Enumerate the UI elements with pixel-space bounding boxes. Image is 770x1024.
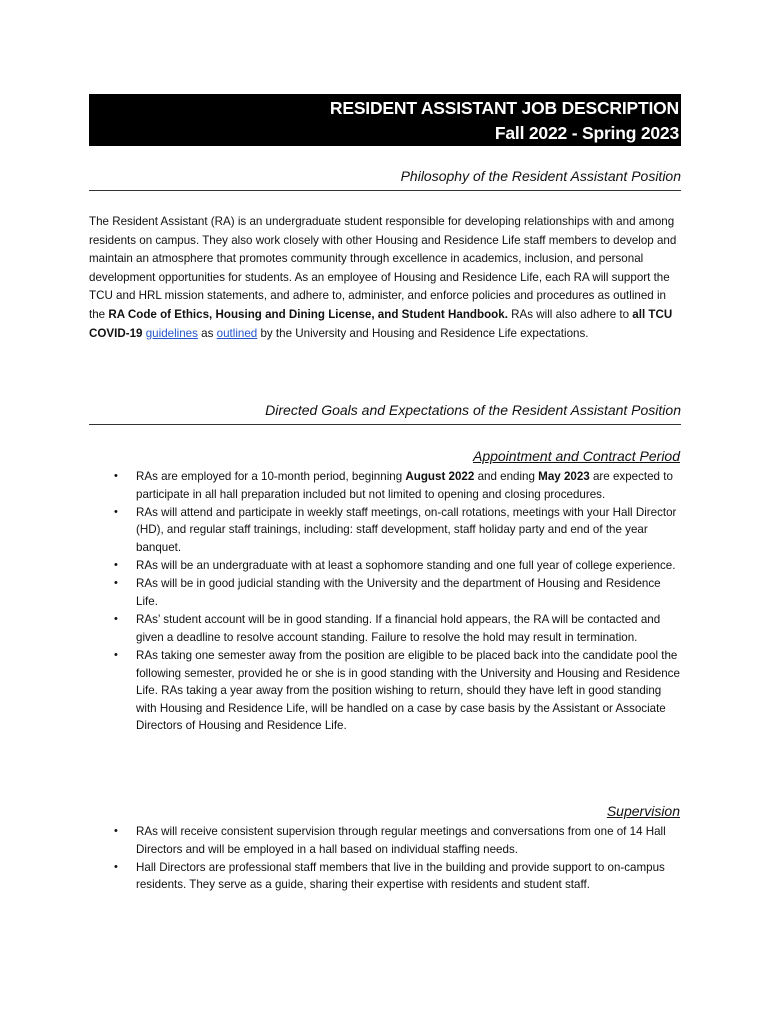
item-bold: August 2022 [405,470,475,483]
philosophy-text-4: as [197,326,217,340]
document-term: Fall 2022 - Spring 2023 [494,123,679,143]
philosophy-text-2: RAs will also adhere to [507,307,633,321]
philosophy-bold-1: RA Code of Ethics, Housing and Dining License, and Student Handbook. [108,307,508,321]
item-text: Hall Directors are professional staff members that live in the building and provide support to on-campus residents. They serve as a guide, sharing their expertise with residents and student staff. [136,860,665,892]
item-text: are expected to participate in all hall preparation included but not limited to opening and closing procedures. [136,470,673,501]
item-text: RAs will be an undergraduate with at least a sophomore standing and one full year of college experience. [136,559,676,573]
item-text: RAs will be in good judicial standing with the University and the department of Housing and Residence Life. [136,577,661,608]
bullet-icon: • [114,577,118,590]
bullet-icon: • [114,505,118,518]
outlined-link[interactable]: outlined [216,326,258,340]
item-text: RAs will receive consistent supervision through regular meetings and conversations from one of 14 Hall Directors and will be employed in a hall based on individual staffing needs. [136,825,666,856]
philosophy-text-1: The Resident Assistant (RA) is an undergraduate student responsible for developing relationships with and among residents on campus. They also work closely with other Housing and Residence Life staff members to develop and maintain an atmosphere that promotes community through excellence in academics, inclusion, and personal development opportunities for students. As an employee of Housing and Residence Life, each RA will support the TCU and HRL mission statements, and adhere to, administer, and enforce policies and procedures as outlined in the [89,215,677,321]
item-text: RAs will attend and participate in weekly staff meetings, on-call rotations, meetings with your Hall Director (HD), and regular staff trainings, including: staff development, staff holiday party and end of the year banquet. [136,505,677,554]
philosophy-heading-text: Philosophy of the Resident Assistant Position [400,168,681,184]
bullet-icon: • [114,648,118,661]
list-item [89,859,681,894]
guidelines-link[interactable]: guidelines [145,326,198,340]
philosophy-heading [89,168,681,191]
supervision-heading: Supervision [606,803,680,819]
appointment-list [89,468,681,735]
bullet-icon: • [114,559,118,572]
philosophy-text-5: by the University and Housing and Residence Life expectations. [257,326,589,340]
goals-heading-text: Directed Goals and Expectations of the Resident Assistant Position [265,402,681,418]
list-item [89,647,681,735]
philosophy-paragraph [89,213,681,343]
item-bold: May 2023 [538,470,590,483]
appointment-heading: Appointment and Contract Period [472,448,680,464]
item-text: RAs’ student account will be in good standing. If a financial hold appears, the RA will be contacted and given a deadline to resolve account standing. Failure to resolve the hold may result in termination. [136,613,661,644]
list-item [89,504,681,557]
title-banner [89,94,681,146]
supervision-list [89,823,681,895]
bullet-icon: • [114,825,118,837]
list-item [89,575,681,610]
item-text: RAs taking one semester away from the position are eligible to be placed back into the candidate pool the following semester, provided he or she is in good standing with the University and Housing and Residence Life. RAs taking a year away from the position wishing to return, should they have left in good standing with Housing and Residence Life, will be handled on a case by case basis by the Assistant or Associate Directors of Housing and Residence Life. [136,648,680,733]
philosophy-bold-2: all TCU COVID-19 [89,307,673,340]
goals-heading [89,402,681,425]
document-title: RESIDENT ASSISTANT JOB DESCRIPTION [329,98,679,118]
list-item [89,557,681,575]
item-text: RAs are employed for a 10-month period, beginning [136,470,406,483]
item-text: and ending [474,470,539,483]
list-item [89,611,681,646]
list-item [89,468,681,503]
bullet-icon: • [114,860,118,873]
bullet-icon: • [114,470,118,482]
bullet-icon: • [114,613,118,626]
list-item [89,823,681,858]
